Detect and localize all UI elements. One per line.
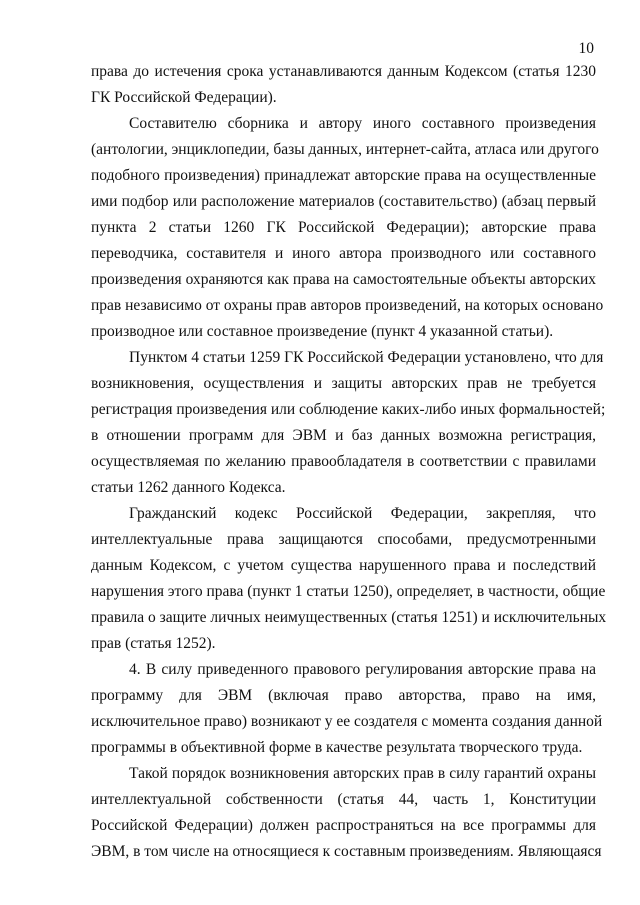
text-line: ими подбор или расположение материалов (составительство) (абзац первый [91, 193, 596, 210]
paragraph [91, 111, 604, 345]
text-line: Гражданский кодекс Российской Федерации, закрепляя, что [129, 505, 596, 522]
text-line: прав (статья 1252). [91, 635, 216, 652]
text-line: регистрация произведения или соблюдение каких-либо иных формальностей; [91, 401, 606, 418]
text-line: исключительное право) возникают у ее создателя с момента создания данной [91, 713, 603, 730]
text-line: программы в объективной форме в качестве результата творческого труда. [91, 739, 583, 756]
paragraph [91, 657, 603, 761]
text-line: прав независимо от охраны прав авторов произведений, на которых основано [91, 297, 604, 314]
text-line: статьи 1262 данного Кодекса. [91, 479, 286, 496]
text-line: Пунктом 4 статьи 1259 ГК Российской Федерации установлено, что для [129, 349, 604, 366]
text-line: подобного произведения) принадлежат авторские права на осуществленные [91, 167, 596, 184]
text-line: в отношении программ для ЭВМ и баз данных возможна регистрация, [91, 427, 596, 444]
text-line: нарушения этого права (пункт 1 статьи 1250), определяет, в частности, общие [91, 583, 606, 600]
paragraph [91, 761, 602, 865]
text-line: Такой порядок возникновения авторских прав в силу гарантий охраны [129, 765, 596, 782]
text-line: Составителю сборника и автору иного составного произведения [129, 115, 596, 132]
text-line: произведения охраняются как права на самостоятельные объекты авторских [91, 271, 596, 288]
text-line: права до истечения срока устанавливаются данным Кодексом (статья 1230 [91, 63, 596, 80]
text-line: интеллектуальные права защищаются способами, предусмотренными [91, 531, 596, 548]
text-line: программу для ЭВМ (включая право авторства, право на имя, [91, 687, 596, 704]
text-line: правила о защите личных неимущественных (статья 1251) и исключительных [91, 609, 607, 626]
text-line: производное или составное произведение (пункт 4 указанной статьи). [91, 323, 554, 340]
text-line: ЭВМ, в том числе на относящиеся к составным произведениям. Являющаяся [91, 843, 602, 860]
text-line: пункта 2 статьи 1260 ГК Российской Федерации); авторские права [91, 219, 596, 236]
paragraph [91, 501, 607, 657]
text-line: данным Кодексом, с учетом существа нарушенного права и последствий [91, 557, 596, 574]
text-line: переводчика, составителя и иного автора производного или составного [91, 245, 596, 262]
document-body [91, 59, 607, 865]
text-line: ГК Российской Федерации). [91, 89, 277, 106]
text-line: осуществляемая по желанию правообладателя в соответствии с правилами [91, 453, 596, 470]
text-line: 4. В силу приведенного правового регулирования авторские права на [129, 661, 596, 678]
text-line: интеллектуальной собственности (статья 44, часть 1, Конституции [91, 791, 596, 808]
page-number: 10 [578, 40, 594, 57]
text-line: (антологии, энциклопедии, базы данных, интернет-сайта, атласа или другого [91, 141, 599, 158]
text-line: Российской Федерации) должен распространяться на все программы для [91, 817, 596, 834]
text-line: возникновения, осуществления и защиты авторских прав не требуется [91, 375, 596, 392]
paragraph [91, 59, 596, 111]
paragraph [91, 345, 606, 501]
